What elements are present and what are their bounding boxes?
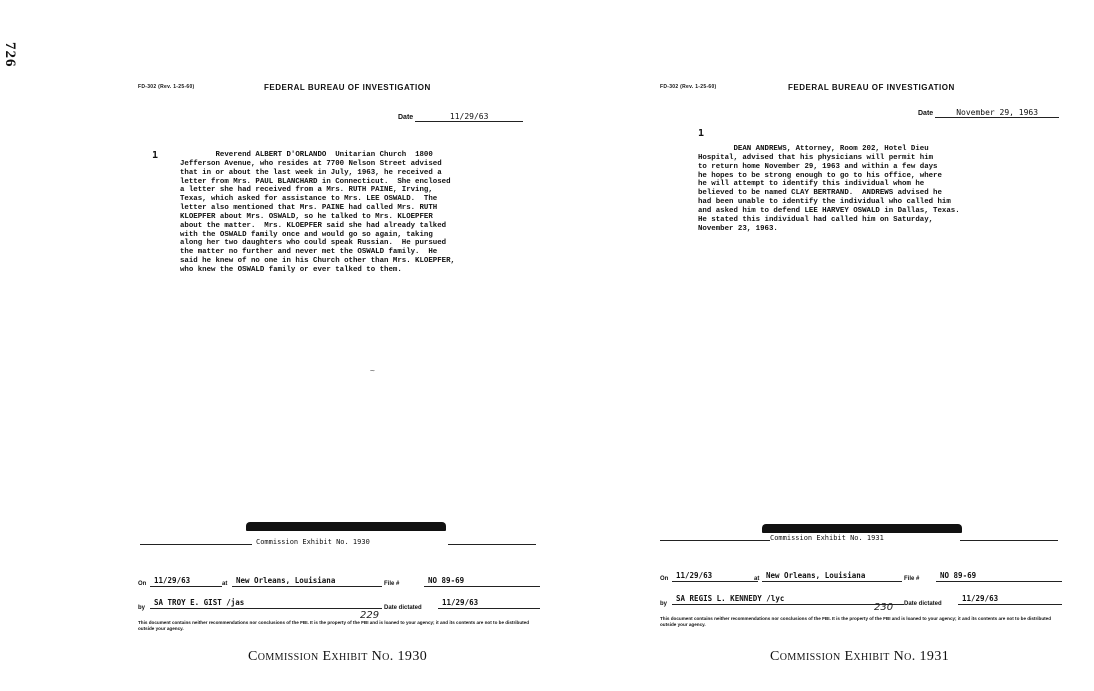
dictated-label: Date dictated: [384, 605, 422, 611]
exhibit-stamp: Commission Exhibit No. 1931: [770, 534, 884, 542]
file-label: File #: [384, 581, 400, 587]
exhibit-stamp-row: [660, 534, 1060, 544]
at-location: New Orleans, Louisiana: [762, 571, 902, 582]
redaction-bar: [246, 522, 446, 531]
date-row: [918, 108, 1059, 118]
dictated-label: Date dictated: [904, 601, 942, 607]
form-code: FD-302 (Rev. 1-25-60): [660, 84, 717, 90]
ink-mark: ~: [370, 366, 375, 375]
disclaimer: This document contains neither recommendations nor conclusions of the FBI. It is the property of the FBI and is loaned to your agency; it and its contents are not to be distributed outside your agency.: [660, 616, 1052, 627]
exhibit-stamp: Commission Exhibit No. 1930: [256, 538, 370, 546]
form-code: FD-302 (Rev. 1-25-60): [138, 84, 195, 90]
by-label: by: [660, 601, 668, 607]
fd302-document-right: [660, 78, 1094, 678]
exhibit-stamp-row: [138, 538, 538, 548]
at-label: at: [754, 576, 760, 582]
dictated-date: 11/29/63: [438, 598, 540, 609]
by-dictated-row: [138, 600, 538, 612]
on-label: On: [660, 576, 669, 582]
paragraph-number: 1: [152, 150, 159, 161]
handwritten-number: 229: [360, 610, 380, 621]
date-label: Date: [918, 110, 934, 117]
disclaimer: This document contains neither recommendations nor conclusions of the FBI. It is the property of the FBI and is loaned to your agency; it and its contents are not to be distributed outside your agency.: [138, 620, 530, 631]
dictated-date: 11/29/63: [958, 594, 1062, 605]
document-body: DEAN ANDREWS, Attorney, Room 202, Hotel Dieu Hospital, advised that his physicians will permit him to return home November 29, 1963 and within a few days he hopes to be strong enough to go to his office, where he will attempt to identify this individual whom he believed to be named CLAY BERTRAND. ANDREWS advised he had been unable to identify the individual who called him and asked him to defend LEE HARVEY OSWALD in Dallas, Texas. He stated this individual had called him on Saturday, November 23, 1963.: [698, 145, 960, 233]
agency-header: FEDERAL BUREAU OF INVESTIGATION: [788, 83, 955, 92]
fd302-document-left: [138, 78, 568, 678]
at-location: New Orleans, Louisiana: [232, 576, 382, 587]
date-value: 11/29/63: [415, 112, 523, 122]
on-date: 11/29/63: [150, 576, 222, 587]
agency-header: FEDERAL BUREAU OF INVESTIGATION: [264, 83, 431, 92]
on-at-file-row: [660, 573, 1060, 585]
at-label: at: [222, 581, 228, 587]
page-number: 726: [2, 42, 18, 68]
exhibit-caption-right: Commission Exhibit No. 1931: [770, 649, 950, 664]
agent-name: SA REGIS L. KENNEDY /lyc: [672, 594, 904, 605]
by-label: by: [138, 605, 146, 611]
on-date: 11/29/63: [672, 571, 758, 582]
file-label: File #: [904, 576, 920, 582]
redaction-bar: [762, 524, 962, 533]
document-body: Reverend ALBERT D'ORLANDO Unitarian Church 1800 Jefferson Avenue, who resides at 7700 Nelson Street advised that in or about the last week in July, 1963, he received a letter from Mrs. PAUL BLANCHARD in Connecticut. She enclosed a letter she had received from a Mrs. RUTH PAINE, Irving, Texas, which asked for assistance to Mrs. LEE OSWALD. The letter also mentioned that Mrs. PAINE had called Mrs. RUTH KLOEPFER about Mrs. OSWALD, so he talked to Mrs. KLOEPFER about the matter. Mrs. KLOEPFER said she had already talked with the OSWALD family once and would go so again, taking along her two daughters who could speak Russian. He pursued the matter no further and never met the OSWALD family. He said he knew of no one in his Church other than Mrs. KLOEPFER, who knew the OSWALD family or ever talked to them.: [180, 151, 455, 274]
file-number: NO 89-69: [424, 576, 540, 587]
agent-name: SA TROY E. GIST /jas: [150, 598, 382, 609]
file-number: NO 89-69: [936, 571, 1062, 582]
by-dictated-row: [660, 596, 1060, 608]
paragraph-number: 1: [698, 128, 705, 139]
exhibit-caption-left: Commission Exhibit No. 1930: [248, 649, 428, 664]
date-value: November 29, 1963: [935, 108, 1059, 118]
date-row: [398, 112, 523, 122]
on-label: On: [138, 581, 147, 587]
on-at-file-row: [138, 578, 538, 590]
date-label: Date: [398, 114, 414, 121]
handwritten-number: 230: [874, 602, 894, 613]
